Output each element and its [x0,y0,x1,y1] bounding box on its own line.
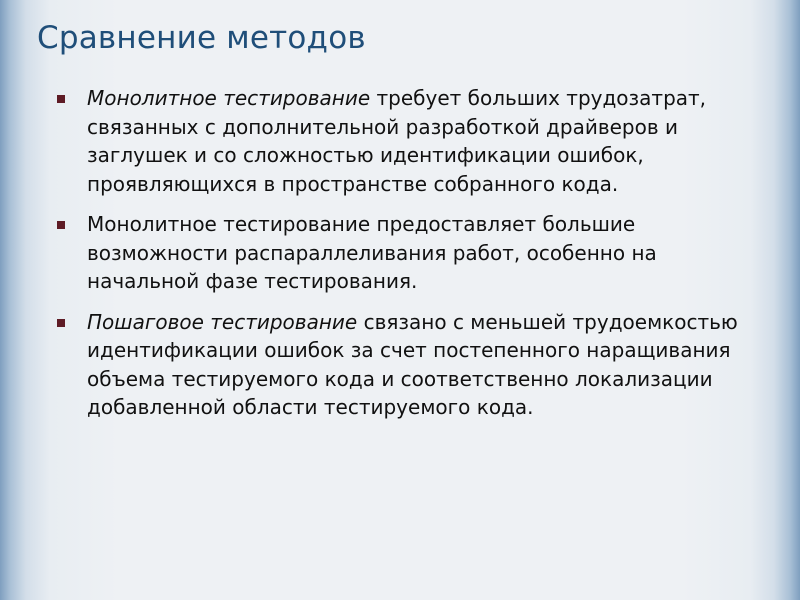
square-bullet-icon [57,319,65,327]
slide-title: Сравнение методов [37,20,366,56]
bullet-item [55,308,745,422]
bullet-item [55,84,745,198]
square-bullet-icon [57,95,65,103]
bullet-item [55,210,745,296]
bullet-text: Монолитное тестирование предоставляет большие возможности распараллеливания работ, особенно на начальной фазе тестирования. [87,212,657,293]
bullet-text: связано с меньшей трудоемкостью идентификации ошибок за счет постепенного наращивания объема тестируемого кода и соответственно локализации добавленной области тестируемого кода. [87,309,738,419]
bullet-emphasis: Пошаговое тестирование [87,309,358,334]
square-bullet-icon [57,221,65,229]
bullet-text: требует больших трудозатрат, связанных с дополнительной разработкой драйверов и заглушек и со сложностью идентификации ошибок, проявляющихся в пространстве собранного кода. [87,86,707,196]
bullet-emphasis: Монолитное тестирование [87,86,371,110]
bullet-list [55,84,745,434]
